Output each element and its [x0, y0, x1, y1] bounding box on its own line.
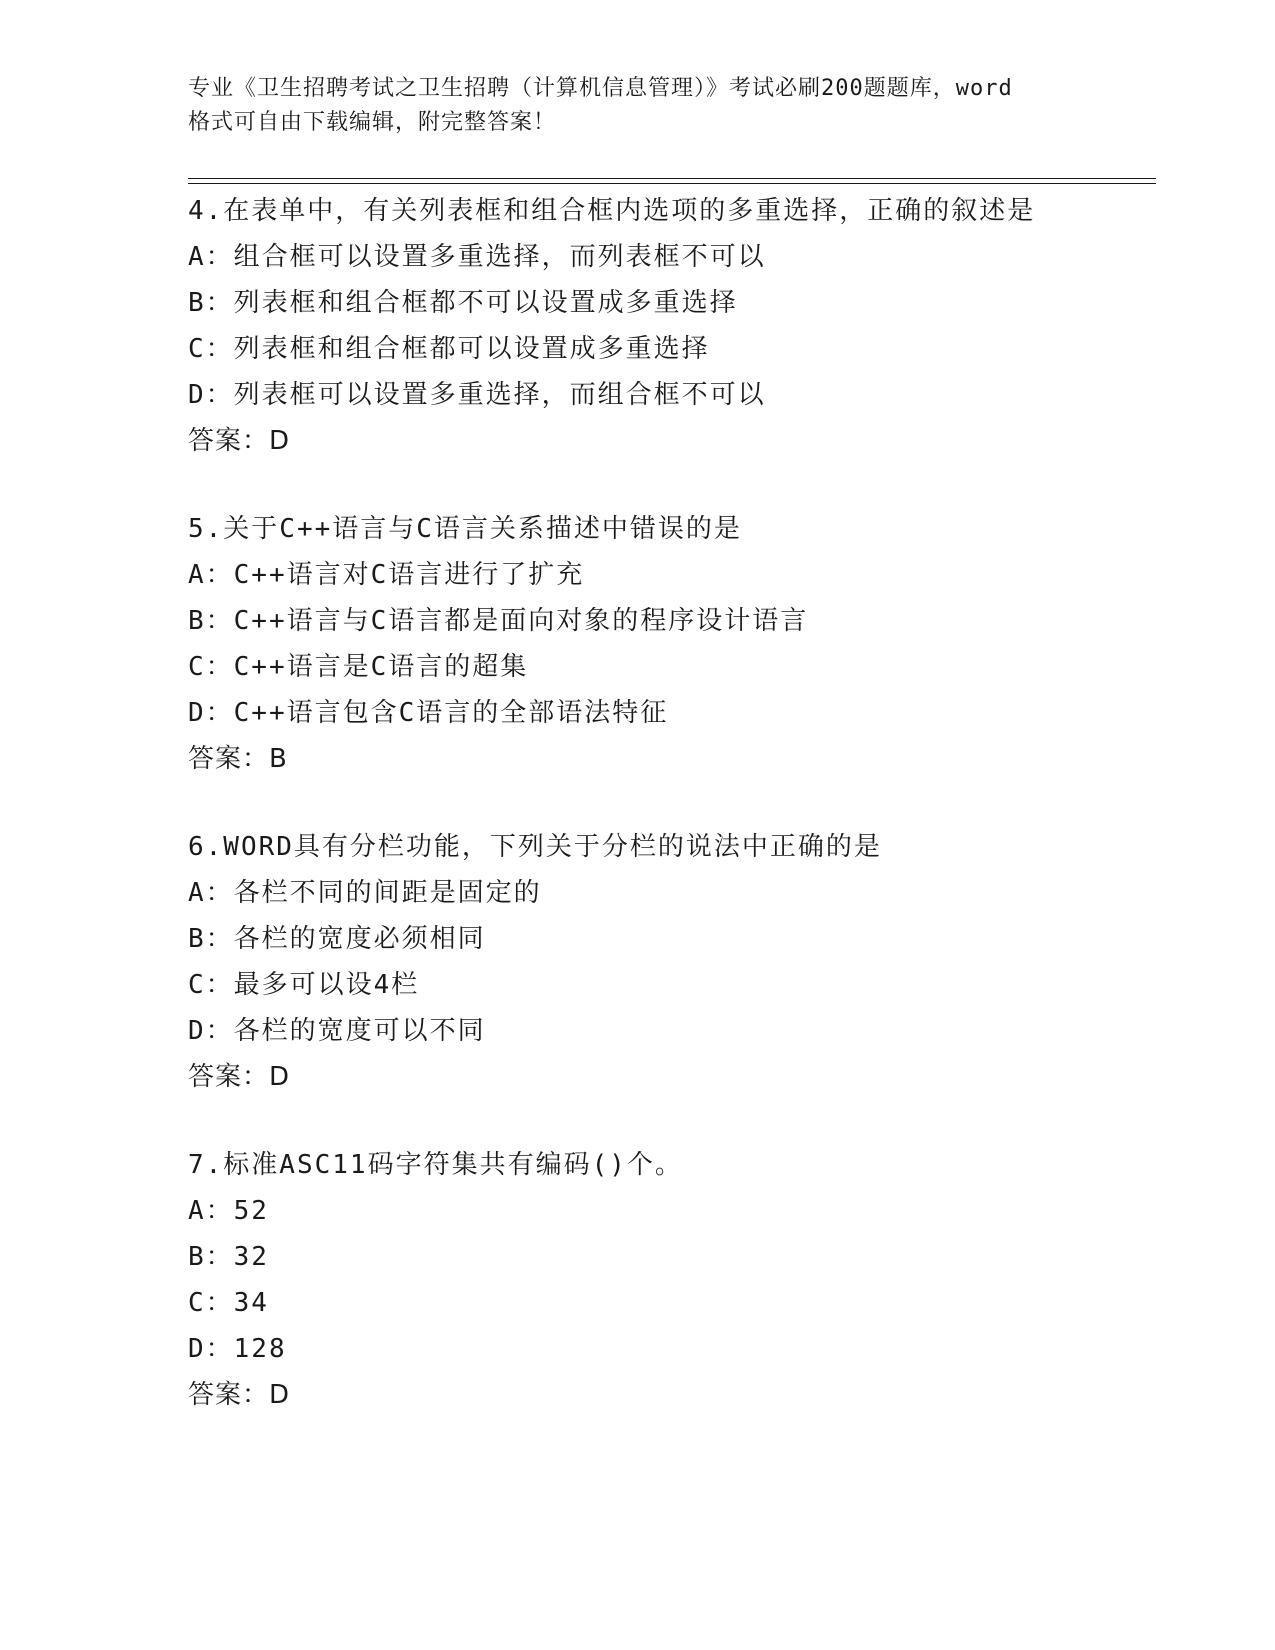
option-a: A：组合框可以设置多重选择，而列表框不可以 — [188, 242, 766, 272]
option-c: C：最多可以设4栏 — [188, 970, 420, 1000]
option-b: B：C++语言与C语言都是面向对象的程序设计语言 — [188, 606, 809, 636]
option-a: A：52 — [188, 1196, 269, 1226]
answer: 答案：D — [188, 1062, 291, 1092]
header-line-2: 格式可自由下载编辑，附完整答案！ — [188, 110, 557, 135]
question-stem: 6.WORD具有分栏功能，下列关于分栏的说法中正确的是 — [188, 832, 882, 862]
question-stem: 5.关于C++语言与C语言关系描述中错误的是 — [188, 514, 742, 544]
option-c: C：34 — [188, 1288, 269, 1318]
option-d: D：各栏的宽度可以不同 — [188, 1016, 486, 1046]
option-b: B：列表框和组合框都不可以设置成多重选择 — [188, 288, 738, 318]
option-d: D：128 — [188, 1334, 287, 1364]
question-4 — [188, 188, 1156, 464]
question-stem: 7.标准ASC11码字符集共有编码()个。 — [188, 1150, 683, 1180]
option-a: A：C++语言对C语言进行了扩充 — [188, 560, 585, 590]
option-c: C：C++语言是C语言的超集 — [188, 652, 529, 682]
option-b: B：各栏的宽度必须相同 — [188, 924, 486, 954]
header-rule-top — [188, 178, 1156, 179]
answer: 答案：D — [188, 426, 291, 456]
option-a: A：各栏不同的间距是固定的 — [188, 878, 542, 908]
option-b: B：32 — [188, 1242, 269, 1272]
answer: 答案：D — [188, 1380, 291, 1410]
option-d: D：列表框可以设置多重选择，而组合框不可以 — [188, 380, 766, 410]
question-5 — [188, 506, 1156, 782]
header-line-1: 专业《卫生招聘考试之卫生招聘（计算机信息管理）》考试必刷200题题库，word — [188, 76, 1013, 101]
question-7 — [188, 1142, 1156, 1418]
answer: 答案：B — [188, 744, 288, 774]
question-stem: 4.在表单中，有关列表框和组合框内选项的多重选择，正确的叙述是 — [188, 196, 1036, 226]
option-c: C：列表框和组合框都可以设置成多重选择 — [188, 334, 710, 364]
question-6 — [188, 824, 1156, 1100]
option-d: D：C++语言包含C语言的全部语法特征 — [188, 698, 669, 728]
question-list — [188, 188, 1156, 1460]
header-rule-bottom — [188, 183, 1156, 184]
document-header — [188, 72, 1088, 140]
